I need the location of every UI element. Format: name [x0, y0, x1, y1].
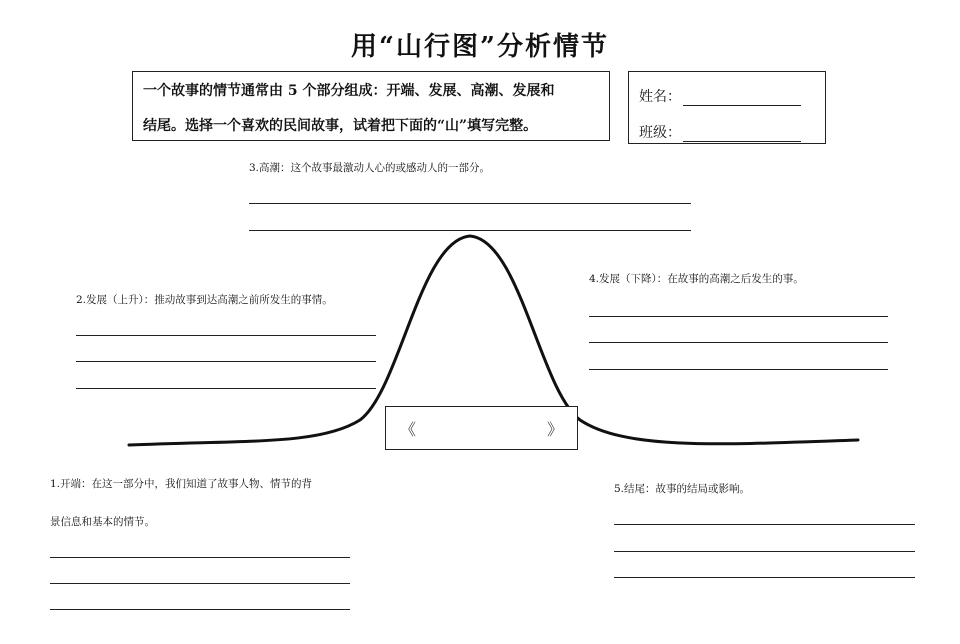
rising-action-line-2[interactable]: [76, 361, 376, 362]
right-bracket: 》: [546, 420, 563, 439]
instructions-line-1: 一个故事的情节通常由 5 个部分组成：开端、发展、高潮、发展和: [143, 83, 555, 99]
opening-line-3[interactable]: [50, 609, 350, 610]
rising-action-line-1[interactable]: [76, 335, 376, 336]
opening-line-1[interactable]: [50, 557, 350, 558]
falling-action-line-2[interactable]: [589, 342, 888, 343]
opening-label-line-2: 景信息和基本的情节。: [50, 516, 155, 528]
climax-label: 3.高潮：这个故事最激动人心的或感动人的一部分。: [249, 162, 491, 174]
name-label: 姓名：: [639, 89, 681, 105]
page-title: 用“山行图”分析情节: [351, 32, 609, 62]
story-title-box[interactable]: [385, 406, 578, 450]
falling-action-line-1[interactable]: [589, 316, 888, 317]
ending-line-3[interactable]: [614, 577, 915, 578]
climax-line-2[interactable]: [249, 230, 691, 231]
opening-label-line-1: 1.开端：在这一部分中，我们知道了故事人物、情节的背: [50, 478, 313, 490]
ending-line-2[interactable]: [614, 551, 915, 552]
falling-action-line-3[interactable]: [589, 369, 888, 370]
rising-action-line-3[interactable]: [76, 388, 376, 389]
left-bracket: 《: [400, 420, 417, 439]
class-label: 班级：: [639, 125, 681, 141]
ending-line-1[interactable]: [614, 524, 915, 525]
instructions-line-2: 结尾。选择一个喜欢的民间故事，试着把下面的“山”填写完整。: [143, 118, 538, 134]
falling-action-label: 4.发展（下降）：在故事的高潮之后发生的事。: [589, 273, 804, 285]
ending-label: 5.结尾：故事的结局或影响。: [614, 483, 751, 495]
opening-line-2[interactable]: [50, 583, 350, 584]
climax-line-1[interactable]: [249, 203, 691, 204]
rising-action-label: 2.发展（上升）：推动故事到达高潮之前所发生的事情。: [76, 294, 333, 306]
